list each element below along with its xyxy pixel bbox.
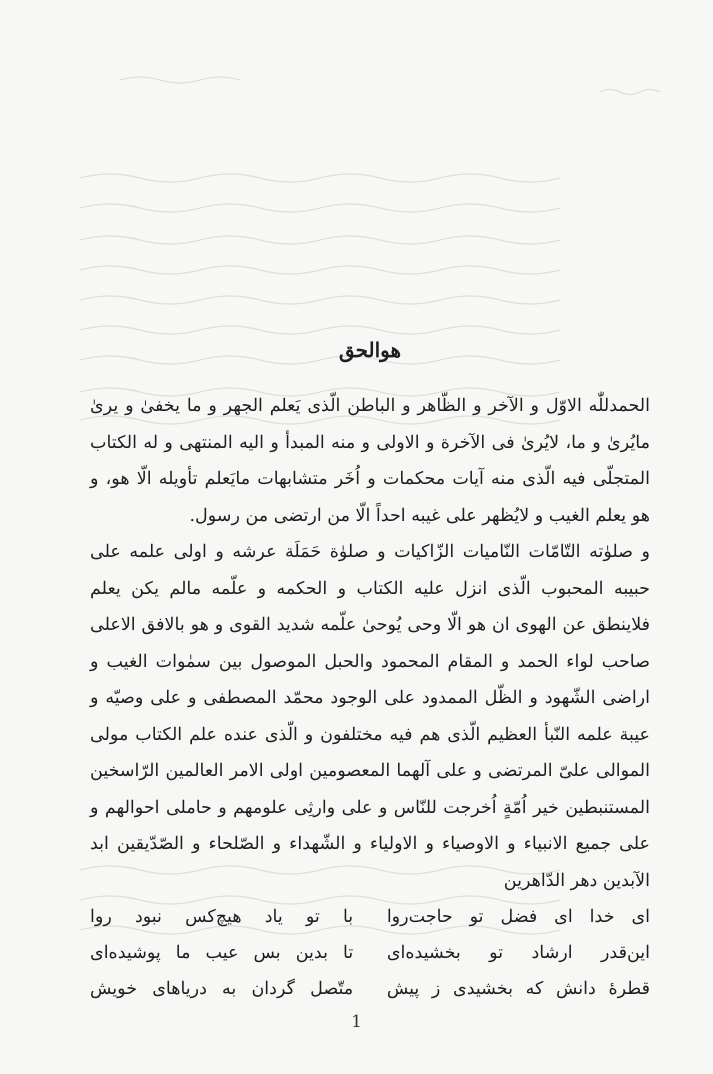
poem-verses xyxy=(90,899,650,1007)
page-number: 1 xyxy=(351,1012,362,1032)
verse-line xyxy=(90,935,650,971)
verse-line xyxy=(90,971,650,1007)
verse-second-hemistich: با تو یاد هیچ‌کس نبود روا xyxy=(90,907,354,927)
verse-second-hemistich: تا بدین بس عیب ما پوشیده‌ای xyxy=(90,943,354,963)
page-heading: هوالحق xyxy=(338,338,402,362)
paragraph-salutation: و صلوٰته التّامّات النّامیات الزّاکیات و صلوٰة حَمَلَة عرشه و اولی علمه علی حبیبه المحبوب الّذی انزل علیه الکتاب و الحکمه و علّمه مالم یکن یعلم فلاینطق عن الهوی ان هو الّا وحی یُوحیٰ علّمه شدید القوی و هو بالافق الاعلی صاحب لواء الحمد و المقام المحمود والحبل الموصول بین سمٰوات الغیب و اراضی الشّهود و الظّل الممدود علی الوجود محمّد المصطفی و علی وصیّه و عیبة علمه النّبأ العظیم الّذی هم فیه مختلفون و الّذی عنده علم الکتاب مولی الموالی علیّ المرتضی و علی آلهما المعصومین اولی الامر العالمین الرّاسخین المستنبطین خیر اُمّةٍ اُخرجت للنّاس و علی وارثِی علومهم و حاملی احوالهم و علی جمیع الانبیاء و الاوصیاء و الاولیاء و الشّهداء و الصّلحاء و الصّدّیقین ابد الآبدین دهر الدّاهرین xyxy=(90,542,651,891)
verse-line xyxy=(90,899,650,935)
verse-first-hemistich: ای خدا ای فضل تو حاجت‌روا xyxy=(386,907,650,927)
verse-second-hemistich: متّصل گردان به دریاهای خویش xyxy=(90,979,354,999)
paragraph-praise: الحمدللّٰه الاوّل و الآخر و الظّاهر و الباطن الّذی یَعلم الجهر و ما یخفیٰ و یریٰ مایُریٰ و ما، لایُریٰ فی الآخرة و الاولی و منه المبدأ و الیه المنتهی و له الکتاب المتجلّی فیه الّذی منه آیات محکمات و اُخَر متشابهات مایَعلم تأویله الّا هو، و هو یعلم الغیب و لایُظهر علی غیبه احداً الّا من ارتضی من رسول. xyxy=(90,396,650,526)
verse-first-hemistich: قطرهٔ دانش که بخشیدی ز پیش xyxy=(386,979,650,999)
page-body xyxy=(90,320,650,1007)
verse-first-hemistich: این‌قدر ارشاد تو بخشیده‌ای xyxy=(386,943,650,963)
